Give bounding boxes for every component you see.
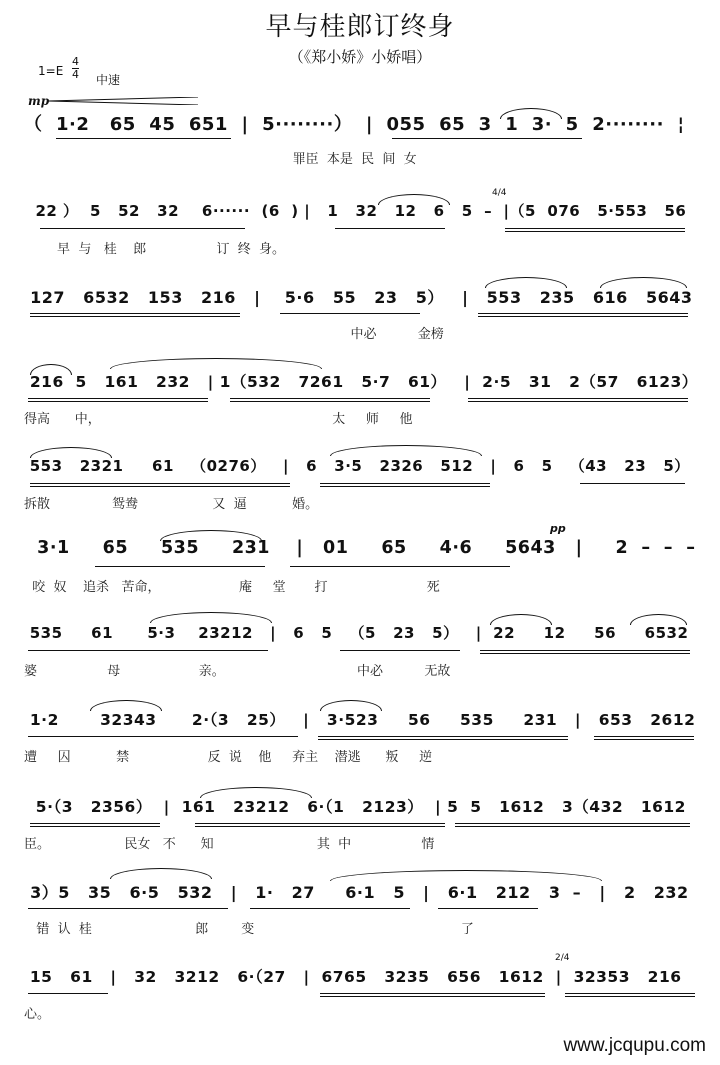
- double-underline: [30, 823, 160, 827]
- lyrics-line: 遭 囚 禁 反 说 他 弃主 潜逃 叛 逆: [24, 750, 433, 765]
- underline: [290, 566, 510, 567]
- lyrics-line: 心。: [24, 1007, 51, 1022]
- underline: [438, 908, 538, 909]
- notation-line: 216 5 161 232 | 1（532 7261 5·7 61） | 2·5 31 2（57 6123）: [24, 373, 698, 391]
- double-underline: [30, 313, 240, 317]
- staff-row: [0, 285, 720, 371]
- notation-line: 15 61 | 32 3212 6·（27 | 6765 3235 656 1612 | 32353 216: [24, 968, 682, 986]
- notation-line: 553 2321 61 （0276） | 6 3·5 2326 512 | 6 5 （43 23 5）: [24, 457, 690, 475]
- double-underline: [320, 993, 545, 997]
- double-underline: [478, 313, 688, 317]
- lyrics-line: 早 与 桂 郎 订 终 身。: [24, 242, 286, 257]
- score-subtitle: （《郑小娇》小娇唱）: [288, 48, 432, 66]
- key-signature: 1=E: [38, 64, 64, 78]
- underline: [56, 138, 231, 139]
- underline: [28, 908, 228, 909]
- underline: [95, 566, 265, 567]
- underline: [28, 736, 298, 737]
- double-underline: [318, 736, 568, 740]
- underline: [250, 908, 410, 909]
- staff-row: [0, 622, 720, 708]
- double-underline: [505, 228, 685, 232]
- double-underline: [230, 398, 430, 402]
- meter-change: 2/4: [555, 953, 570, 963]
- notation-line: 5·（3 2356） | 161 23212 6·（1 2123） | 5 5 1612 3（432 1612: [24, 798, 686, 816]
- lyrics-line: 臣。 民女 不 知 其 中 情: [24, 837, 435, 852]
- underline: [28, 993, 108, 994]
- lyrics-line: 错 认 桂 郎 变 了: [24, 922, 474, 937]
- underline: [580, 483, 685, 484]
- underline: [28, 650, 268, 651]
- lyrics-line: 拆散 鸳鸯 又 逼 婚。: [24, 497, 319, 512]
- underline: [392, 138, 582, 139]
- double-underline: [30, 483, 290, 487]
- lyrics-line: 咬 奴 追杀 苦命， 庵 堂 打 死: [24, 580, 440, 595]
- lyrics-line: 婆 母 亲。 中必 无故: [24, 664, 451, 679]
- underline: [280, 313, 420, 314]
- double-underline: [480, 650, 690, 654]
- double-underline: [565, 993, 695, 997]
- time-signature: [72, 56, 79, 81]
- lyrics-line: 中必 金榜: [24, 327, 444, 342]
- meter-bottom: 4: [72, 68, 79, 81]
- decrescendo-hairpin: [48, 97, 198, 105]
- staff-row: [0, 795, 720, 881]
- score-title: 早与桂郎订终身: [265, 12, 455, 42]
- staff-row: [0, 522, 720, 624]
- notation-line: （ 1·2 65 45 651 | 5········） | 055 65 3 1 3· 5 2········ ¦: [24, 114, 685, 135]
- notation-line: 535 61 5·3 23212 | 6 5 （5 23 5） | 22 12 56 6532: [24, 624, 689, 642]
- underline: [340, 650, 460, 651]
- notation-line: 22 ） 5 52 32 6······ (6 ) | 1 32 12 6 5 – |（5 076 5·553 56: [24, 202, 687, 220]
- staff-row: [0, 708, 720, 794]
- underline: [40, 228, 245, 229]
- notation-line: 1·2 32343 2·（3 25） | 3·523 56 535 231 | 653 2612: [24, 711, 696, 729]
- meter-change: 4/4: [492, 188, 507, 198]
- notation-line: 3）5 35 6·5 532 | 1· 27 6·1 5 | 6·1 212 3 – | 2 232: [24, 883, 689, 902]
- staff-row: [0, 455, 720, 541]
- notation-line: 127 6532 153 216 | 5·6 55 23 5） | 553 235 616 5643: [24, 288, 693, 307]
- double-underline: [468, 398, 688, 402]
- double-underline: [320, 483, 490, 487]
- staff-row: [0, 880, 720, 966]
- tempo-marking: 中速: [96, 73, 121, 87]
- lyrics-line: 得高 中， 太 师 他: [24, 412, 413, 427]
- staff-row: [0, 370, 720, 456]
- dynamic-marking: mp: [28, 94, 50, 108]
- meter-top: 4: [72, 55, 79, 68]
- staff-row: [0, 110, 720, 196]
- double-underline: [594, 736, 694, 740]
- underline: [335, 228, 445, 229]
- double-underline: [455, 823, 690, 827]
- double-underline: [195, 823, 445, 827]
- lyrics-line: 罪臣 本是 民 间 女: [24, 152, 417, 167]
- double-underline: [28, 398, 208, 402]
- staff-row: [0, 188, 720, 286]
- site-watermark: www.jcqupu.com: [563, 1035, 706, 1056]
- notation-line: 3·1 65 535 231 | 01 65 4·6 5643 | 2 – – –: [24, 538, 696, 558]
- dynamic-pp: pp: [550, 522, 566, 535]
